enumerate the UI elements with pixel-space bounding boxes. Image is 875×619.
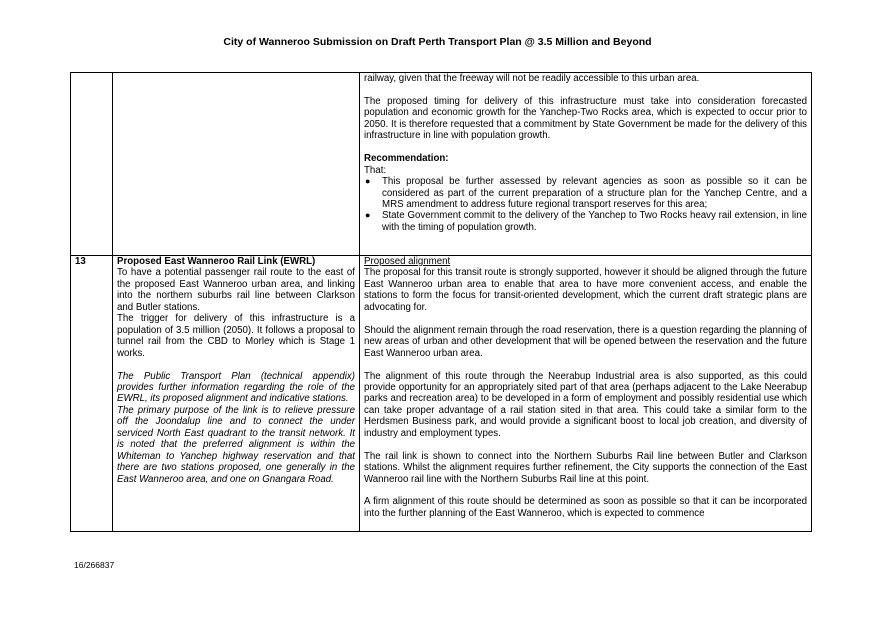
recommendation-heading: Recommendation: <box>364 153 449 165</box>
response-paragraph: railway, given that the freeway will not be readily accessible to this urban area. <box>364 73 700 84</box>
list-item-text: This proposal be further assessed by relevant agencies as soon as possible so it can be considered as part of the current preparation of a structure plan for the Yanchep Centre, and a MRS amendment to address future regional transport reserves for this area; <box>382 176 807 210</box>
response-paragraph: The rail link is shown to connect into the Northern Suburbs Rail line between Butler and Clarkson stations. Whilst the alignment requires further refinement, the City supports the connection of the East Wanneroo rail line with the Northern Suburbs Rail line at this point. <box>364 450 807 485</box>
response-paragraph: A firm alignment of this route should be determined as soon as possible so that it can be incorporated into the further planning of the East Wanneroo, which is expected to commence <box>364 496 807 519</box>
response-paragraph: The proposal for this transit route is strongly supported, however it should be aligned through the future East Wanneroo urban area to enable that area to have more convenient access, and enable the stations to form the focus for transit-oriented development, which the current draft strategic plans are advocating for. <box>364 267 807 313</box>
list-item <box>364 176 807 210</box>
response-cell <box>360 73 812 256</box>
recommendation-list <box>364 176 807 233</box>
response-paragraph: The proposed timing for delivery of this infrastructure must take into consideration forecasted population and economic growth for the Yanchep-Two Rocks area, which is expected to occur prior to 2050. It is therefore requested that a commitment by State Government be made for the delivery of this infrastructure in line with population growth. <box>364 95 807 142</box>
recommendation-intro: That: <box>364 164 387 176</box>
list-item-text: State Government commit to the delivery of the Yanchep to Two Rocks heavy rail extension, in line with the timing of population growth. <box>382 210 807 233</box>
description-cell <box>113 73 360 256</box>
response-heading: Proposed alignment <box>364 256 451 267</box>
submission-table <box>70 72 812 532</box>
response-cell <box>360 256 812 532</box>
document-reference: 16/266837 <box>74 560 115 570</box>
description-paragraph: To have a potential passenger rail route to the east of the proposed East Wanneroo urban area, and linking into the northern suburbs rail line between Clarkson and Butler stations. <box>117 267 355 313</box>
list-item <box>364 210 807 233</box>
response-paragraph: Should the alignment remain through the road reservation, there is a question regarding the planning of new areas of urban and other development that will be opened between the reservation and the future East Wanneroo urban area. <box>364 324 807 359</box>
description-note: The primary purpose of the link is to relieve pressure off the Joondalup line and to connect the under serviced North East quadrant to the transit network. It is noted that the preferred alignment is within the Whiteman to Yanchep highway reservation and that there are two stations proposed, one generally in the East Wanneroo area, and one on Gnangara Road. <box>117 404 355 485</box>
response-paragraph: The alignment of this route through the Neerabup Industrial area is also supported, as this could provide opportunity for an appropriately sited part of that area (perhaps adjacent to the Lake Neerabup parks and recreation area) to be developed in a form of employment and possibly residential use which can take proper advantage of a rail station sited in that area. This could take a similar form to the Herdsmen Business park, and would provide a significant boost to local job creation, and diversity of industry and employment types. <box>364 370 807 439</box>
document-title: City of Wanneroo Submission on Draft Perth Transport Plan @ 3.5 Million and Beyond <box>223 36 652 48</box>
description-cell <box>113 256 360 532</box>
description-note: The Public Transport Plan (technical appendix) provides further information regarding the role of the EWRL, its proposed alignment and indicative stations. <box>117 370 355 405</box>
description-paragraph: The trigger for delivery of this infrastructure is a population of 3.5 million (2050). It follows a proposal to tunnel rail from the CBD to Morley which is Stage 1 works. <box>117 313 355 359</box>
bullet-icon: ● <box>365 210 371 221</box>
item-number-cell <box>71 73 113 256</box>
bullet-icon: ● <box>365 176 371 187</box>
table-row <box>71 73 812 256</box>
table-row <box>71 256 812 532</box>
item-title: Proposed East Wanneroo Rail Link (EWRL) <box>117 256 316 267</box>
item-number-cell: 13 <box>71 256 113 532</box>
